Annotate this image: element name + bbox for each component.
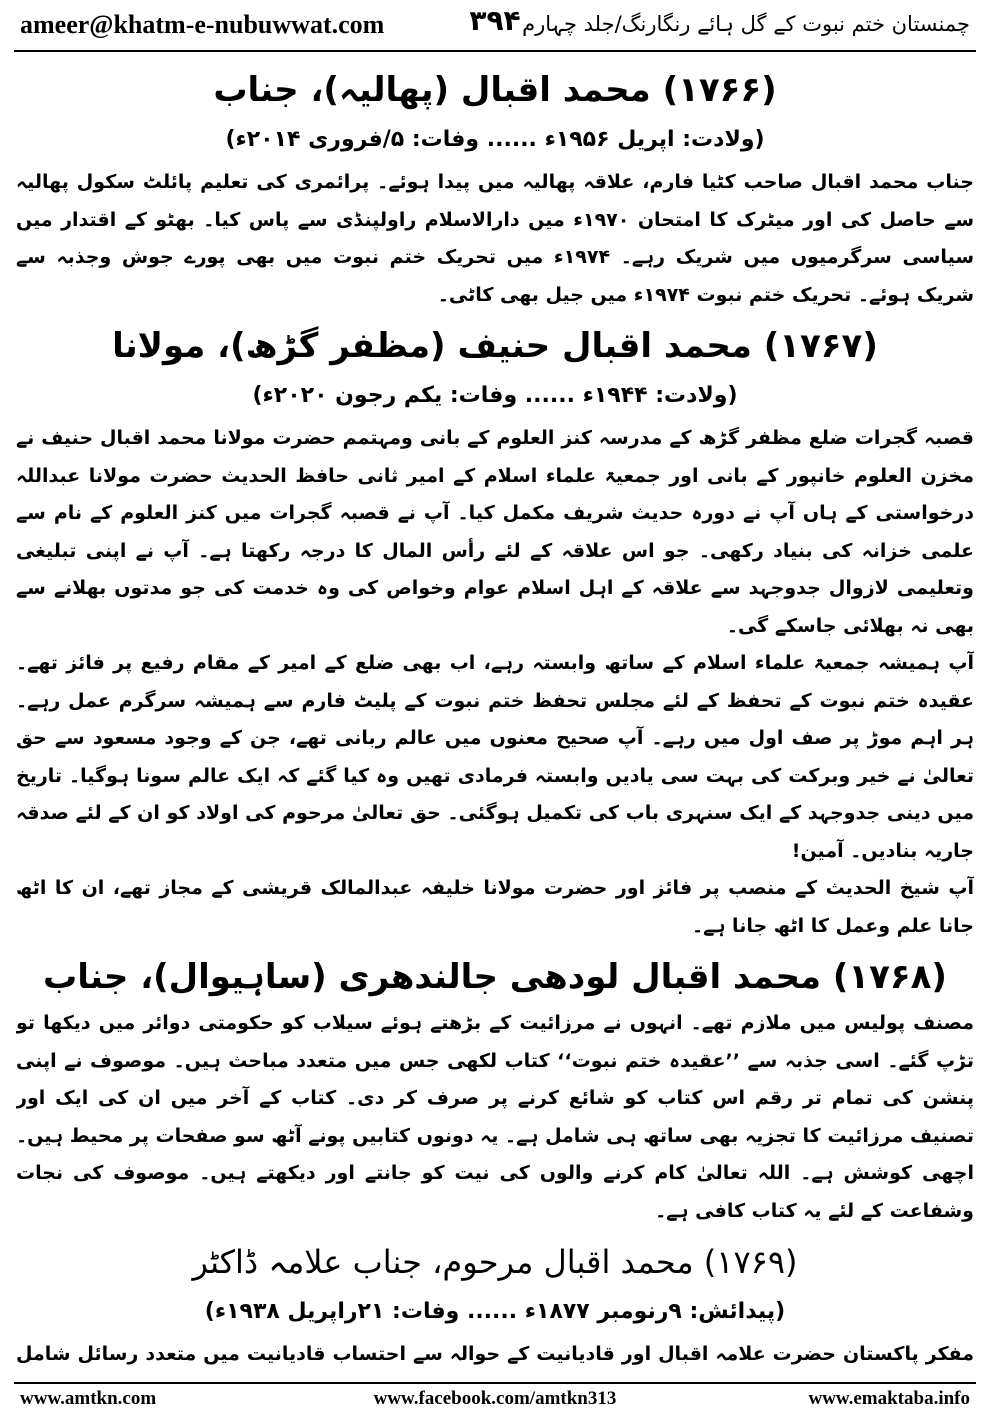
entry-1769 — [16, 1234, 974, 1376]
entry-paragraph: مصنف پولیس میں ملازم تھے۔ انہوں نے مرزائیت کے بڑھتے ہوئے سیلاب کو حکومتی دوائر میں دیکھا تو تڑپ گئے۔ اسی جذبہ سے ’’عقیدہ ختم نبوت‘‘ کتاب لکھی جس میں متعدد مباحث ہیں۔ موصوف نے اپنی پنشن کی تمام تر رقم اس کتاب کو شائع کرنے پر صرف کر دی۔ کتاب کے آخر میں ان کی ایک اور تصنیف مرزائیت کا تجزیہ بھی ساتھ ہی شامل ہے۔ یہ دونوں کتابیں پونے آٹھ سو صفحات پر محیط ہیں۔ اچھی کوشش ہے۔ اللہ تعالیٰ کام کرنے والوں کی نیت کو جانتے اور دیکھتے ہیں۔ موصوف کی نجات وشفاعت کے لئے یہ کتاب کافی ہے۔ — [16, 1012, 974, 1222]
entry-paragraph: آپ شیخ الحدیث کے منصب پر فائز اور حضرت مولانا خلیفہ عبدالمالک قریشی کے مجاز تھے، ان کا اٹھ جانا علم وعمل کا اٹھ جانا ہے۔ — [16, 877, 974, 937]
entry-title: (۱۷۶۷) محمد اقبال حنیف (مظفر گڑھ)، مولانا — [112, 326, 878, 366]
entry-dates: (ولادت: اپریل ۱۹۵۶ء ...... وفات: ۵/فروری ۲۰۱۴ء) — [225, 127, 765, 152]
book-title: چمنستان ختم نبوت کے گل ہائے رنگارنگ/جلد چہارم — [522, 12, 970, 36]
entry-1768 — [16, 949, 974, 1230]
entry-paragraph: آپ ہمیشہ جمعیۃ علماء اسلام کے ساتھ وابستہ رہے، اب بھی ضلع کے امیر کے مقام رفیع پر فائز تھے۔ عقیدہ ختم نبوت کے تحفظ کے لئے مجلس تحفظ ختم نبوت کے پلیٹ فارم سے ہمیشہ سرگرم عمل رہے۔ ہر اہم موڑ پر صف اول میں رہے۔ آپ صحیح معنوں میں عالم ربانی تھے، جن کے وجود مسعود سے حق تعالیٰ نے خیر وبرکت کی بہت سی یادیں وابستہ فرمادی تھیں وہ کیا گئے کہ ایک عالم سونا ہوگیا۔ تاریخ میں دینی جدوجہد کے ایک سنہری باب کی تکمیل ہوگئی۔ حق تعالیٰ مرحوم کی اولاد کو ان کے لئے صدقہ جاریہ بنادیں۔ آمین! — [16, 652, 974, 862]
page-footer — [14, 1388, 976, 1416]
entry-title: (۱۷۶۸) محمد اقبال لودھی جالندھری (ساہیوال)، جناب — [43, 957, 947, 997]
entry-title: (۱۷۶۶) محمد اقبال (پھالیہ)، جناب — [213, 70, 777, 110]
entry-1766 — [16, 62, 974, 314]
footer-link-facebook[interactable]: www.facebook.com/amtkn313 — [373, 1388, 617, 1409]
page-content — [16, 58, 974, 1376]
entry-paragraph: جناب محمد اقبال صاحب کٹیا فارم، علاقہ پھالیہ میں پیدا ہوئے۔ پرائمری کی تعلیم پائلٹ سکول پھالیہ سے حاصل کی اور میٹرک کا امتحان ۱۹۷۰ء میں دارالاسلام راولپنڈی سے پاس کیا۔ بھٹو کے اقتدار میں سیاسی سرگرمیوں میں شریک رہے۔ ۱۹۷۴ء میں تحریک ختم نبوت میں بھی پورے جوش وجذبہ سے شریک ہوئے۔ تحریک ختم نبوت ۱۹۷۴ء میں جیل بھی کاٹی۔ — [16, 171, 974, 306]
footer-link-emaktaba[interactable]: www.emaktaba.info — [808, 1388, 970, 1409]
entry-dates: (پیدائش: ۹رنومبر ۱۸۷۷ء ...... وفات: ۲۱راپریل ۱۹۳۸ء) — [204, 1299, 786, 1324]
footer-rule — [14, 1382, 976, 1384]
footer-link-amtkn[interactable]: www.amtkn.com — [20, 1388, 157, 1409]
header-email: ameer@khatm-e-nubuwwat.com — [20, 10, 385, 39]
page-number: ۳۹۴ — [469, 4, 521, 37]
entry-paragraph: قصبہ گجرات ضلع مظفر گڑھ کے مدرسہ کنز العلوم کے بانی ومہتمم حضرت مولانا محمد اقبال حنیف نے مخزن العلوم خانپور کے بانی اور جمعیۃ علماء اسلام کے امیر ثانی حافظ الحدیث حضرت مولانا عبداللہ درخواستی کے ہاں آپ نے دورہ حدیث شریف مکمل کیا۔ آپ نے قصبہ گجرات میں کنز العلوم کے نام سے علمی خزانہ کی بنیاد رکھی۔ جو اس علاقہ کے لئے رأس المال کا درجہ رکھتا ہے۔ آپ نے اپنی تبلیغی وتعلیمی لازوال جدوجہد سے علاقہ کے اہل اسلام عوام وخواص کی وہ خدمت کی جو مدتوں بھلانے سے بھی نہ بھلائی جاسکے گی۔ — [16, 427, 974, 637]
entry-title: (۱۷۶۹) محمد اقبال مرحوم، جناب علامہ ڈاکٹر — [192, 1243, 798, 1281]
entry-1767 — [16, 318, 974, 945]
entry-paragraph: مفکر پاکستان حضرت علامہ اقبال اور قادیانیت کے حوالہ سے احتساب قادیانیت میں متعدد رسائل شامل — [16, 1343, 974, 1365]
entry-dates: (ولادت: ۱۹۴۴ء ...... وفات: یکم رجون ۲۰۲۰ء) — [252, 383, 738, 408]
page-header — [14, 4, 976, 50]
header-rule — [14, 50, 976, 52]
